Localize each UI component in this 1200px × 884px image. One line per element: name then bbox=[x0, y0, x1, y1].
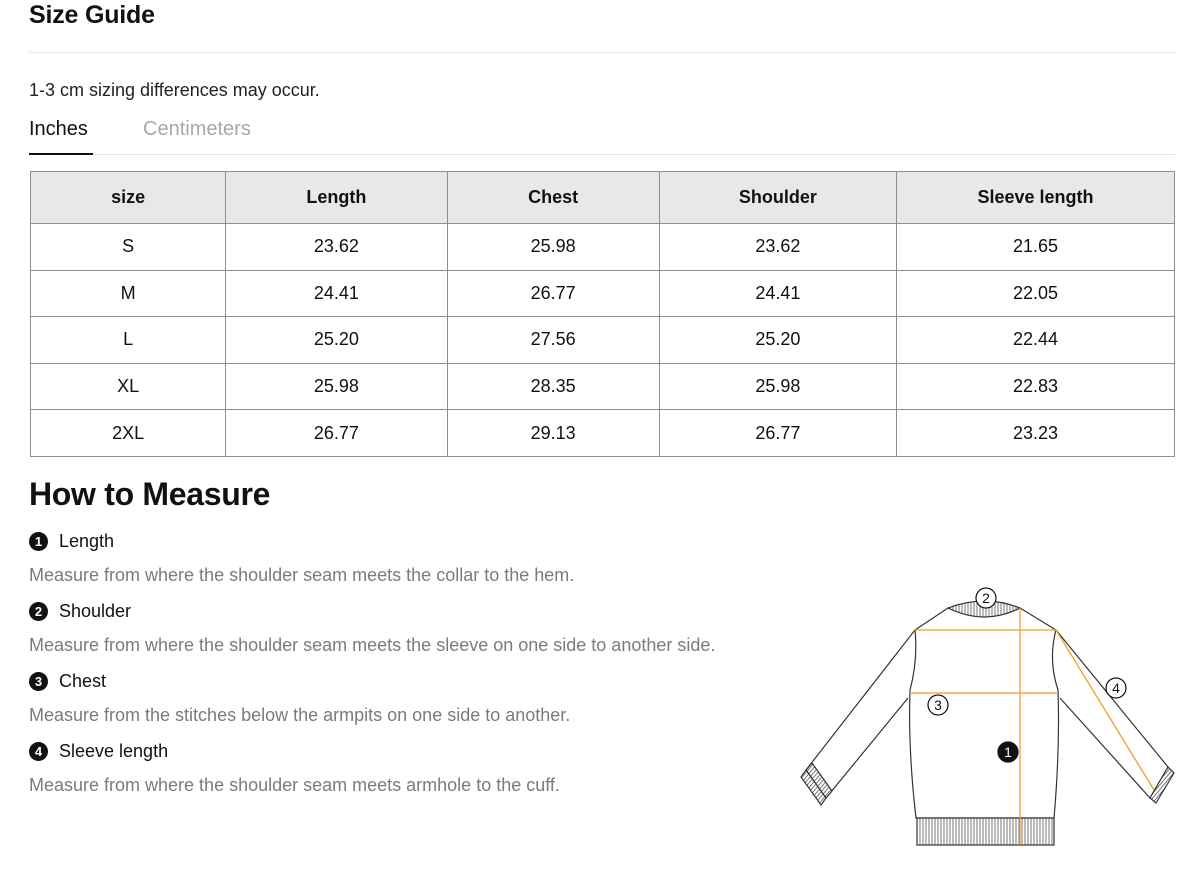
measure-description: Measure from where the shoulder seam meets the sleeve on one side to another side. bbox=[29, 635, 716, 655]
marker-2-icon bbox=[976, 588, 996, 608]
table-cell: 27.56 bbox=[447, 317, 659, 364]
page-title: Size Guide bbox=[29, 1, 155, 29]
measure-description: Measure from where the shoulder seam meets the collar to the hem. bbox=[29, 565, 575, 585]
table-cell: 24.41 bbox=[226, 270, 447, 317]
how-to-measure-title: How to Measure bbox=[29, 476, 271, 512]
table-row bbox=[31, 270, 1175, 317]
table-cell: 26.77 bbox=[447, 270, 659, 317]
table-cell: 24.41 bbox=[659, 270, 896, 317]
measure-label: Sleeve length bbox=[59, 740, 169, 761]
table-cell: S bbox=[31, 224, 226, 271]
svg-text:3: 3 bbox=[934, 697, 942, 713]
sizing-note: 1-3 cm sizing differences may occur. bbox=[29, 80, 320, 100]
title-divider bbox=[29, 52, 1175, 53]
number-2-badge: 2 bbox=[29, 602, 48, 621]
table-cell: 25.98 bbox=[659, 363, 896, 410]
table-row bbox=[31, 363, 1175, 410]
marker-3-icon bbox=[928, 695, 948, 715]
table-cell: 23.62 bbox=[226, 224, 447, 271]
column-header-length: Length bbox=[226, 172, 447, 224]
number-3-badge: 3 bbox=[29, 672, 48, 691]
measure-description: Measure from where the shoulder seam meets armhole to the cuff. bbox=[29, 775, 560, 795]
size-table bbox=[30, 171, 1175, 457]
table-cell: 29.13 bbox=[447, 410, 659, 457]
svg-text:1: 1 bbox=[1004, 744, 1012, 760]
table-row bbox=[31, 224, 1175, 271]
table-cell: 26.77 bbox=[226, 410, 447, 457]
number-4-badge: 4 bbox=[29, 742, 48, 761]
active-tab-indicator bbox=[29, 153, 93, 155]
svg-text:2: 2 bbox=[982, 590, 990, 606]
column-header-size: size bbox=[31, 172, 226, 224]
table-cell: 23.23 bbox=[896, 410, 1174, 457]
measure-label: Chest bbox=[59, 670, 107, 691]
measure-item-chest bbox=[29, 668, 570, 727]
table-cell: 22.83 bbox=[896, 363, 1174, 410]
table-cell: 26.77 bbox=[659, 410, 896, 457]
measure-label: Length bbox=[59, 530, 115, 551]
table-cell: 22.44 bbox=[896, 317, 1174, 364]
measure-description: Measure from the stitches below the armpits on one side to another. bbox=[29, 705, 571, 725]
sweater-diagram-icon bbox=[790, 580, 1190, 860]
marker-4-icon bbox=[1106, 678, 1126, 698]
table-cell: 28.35 bbox=[447, 363, 659, 410]
column-header-shoulder: Shoulder bbox=[659, 172, 896, 224]
table-cell: 25.98 bbox=[447, 224, 659, 271]
measure-label: Shoulder bbox=[59, 600, 132, 621]
table-cell: 25.20 bbox=[226, 317, 447, 364]
svg-text:4: 4 bbox=[1112, 680, 1120, 696]
table-cell: L bbox=[31, 317, 226, 364]
unit-tabs bbox=[29, 114, 1175, 155]
tab-centimeters[interactable]: Centimeters bbox=[143, 114, 251, 144]
table-row bbox=[31, 410, 1175, 457]
column-header-chest: Chest bbox=[447, 172, 659, 224]
table-cell: 23.62 bbox=[659, 224, 896, 271]
measure-item-length bbox=[29, 528, 574, 587]
table-cell: XL bbox=[31, 363, 226, 410]
column-header-sleeve-length: Sleeve length bbox=[896, 172, 1174, 224]
sweater-outline bbox=[801, 601, 1174, 845]
table-header-row bbox=[31, 172, 1175, 224]
table-cell: 2XL bbox=[31, 410, 226, 457]
table-cell: 25.20 bbox=[659, 317, 896, 364]
table-cell: 21.65 bbox=[896, 224, 1174, 271]
number-1-badge: 1 bbox=[29, 532, 48, 551]
measure-item-shoulder bbox=[29, 598, 715, 657]
measure-item-sleeve-length bbox=[29, 738, 560, 797]
table-row bbox=[31, 317, 1175, 364]
tab-inches[interactable]: Inches bbox=[29, 114, 88, 144]
table-cell: 25.98 bbox=[226, 363, 447, 410]
marker-1-icon bbox=[998, 742, 1018, 762]
table-cell: M bbox=[31, 270, 226, 317]
table-cell: 22.05 bbox=[896, 270, 1174, 317]
